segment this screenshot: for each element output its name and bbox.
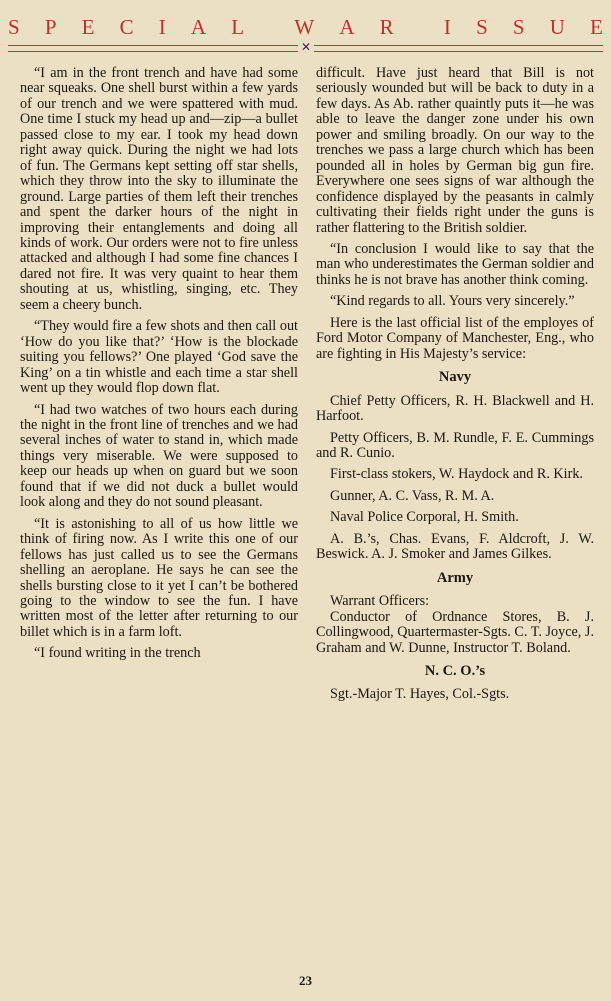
employee-list-intro: Here is the last official list of the employes of Ford Motor Company of Manchester, Eng., who are fighting in His Majesty’s service:: [316, 314, 594, 362]
header-letter: I: [158, 14, 166, 39]
header-ornament-icon: ✕: [298, 40, 314, 54]
army-heading: Army: [436, 569, 474, 586]
letter-regards: “Kind regards to all. Yours very sincerely.”: [330, 293, 575, 310]
letter-continuation: difficult. Have just heard that Bill is not seriously wounded but will be back to duty in a few days. As Ab. rather quaintly puts it—he was able to leave the danger zone under his own power and smiling broadly. On our way to the trenches we pass a large church which has been pounded all in holes by German big gun fire. Everywhere one sees signs of war although the confidence displayed by the peasants in calmly cultivating their fields right under the guns is rather flattering to the British soldier.: [316, 65, 594, 236]
nco-heading: N. C. O.’s: [424, 662, 486, 679]
navy-entry: Gunner, A. C. Vass, R. M. A.: [330, 487, 495, 504]
left-column: [20, 66, 298, 966]
header-letter: A: [339, 14, 355, 39]
navy-entry: Petty Officers, B. M. Rundle, F. E. Cummings and R. Cunio.: [316, 429, 594, 461]
navy-entry: A. B.’s, Chas. Evans, F. Aldcroft, J. W. Beswick. A. J. Smoker and James Gilkes.: [316, 530, 594, 563]
issue-header-title: [8, 14, 603, 40]
letter-paragraph: “It is astonishing to all of us how little we think of firing now. As I write this one of our fellows has just called us to see the Germans shelling an aeroplane. He says he can see the shells bursting close to it yet I can’t be bothered going to the window to see the fun. I have written most of the letter after returning to our billet which is in a farm loft.: [20, 515, 298, 640]
header-letter: S: [476, 14, 488, 39]
letter-paragraph: “I am in the front trench and have had some near squeaks. One shell burst within a few yards of our trench and we were spattered with mud. One time I stuck my head up and—zip—a bullet passed close to my ear. I took my head down right away quick. During the night we had lots of fun. The Germans kept setting off star shells, which they throw into the sky to illuminate the ground. Large parties of them left their trenches and spent the darker hours of the night in improving their entanglements and doing all kinds of work. Our orders were not to fire unless attacked and although I had some fine chances I dared not fire. It was very quaint to hear them shouting at us, whistling, singing, etc. They seem a cheery bunch.: [20, 65, 298, 313]
letter-paragraph: “I found writing in the trench: [34, 645, 201, 662]
header-letter: C: [119, 14, 134, 39]
army-warrant-label: Warrant Officers:: [330, 593, 430, 610]
right-column: [316, 66, 594, 966]
header-letter: S: [8, 14, 20, 39]
navy-entry: First-class stokers, W. Haydock and R. Kirk.: [330, 466, 583, 483]
nco-text: Sgt.-Major T. Hayes, Col.-Sgts.: [330, 686, 510, 703]
letter-conclusion: “In conclusion I would like to say that the man who underestimates the German soldier and thinks he is not brave has another think coming.: [316, 240, 594, 288]
header-letter: P: [44, 14, 57, 39]
header-letter: A: [190, 14, 207, 39]
army-warrant-text: Conductor of Ordnance Stores, B. J. Collingwood, Quartermaster-Sgts. C. T. Joyce, J. Graham and W. Dunne, Instructor T. Boland.: [316, 608, 594, 656]
letter-paragraph: “I had two watches of two hours each during the night in the front line of trenches and we had several inches of water to stand in, which made things very miserable. We were supposed to keep our heads up when on guard but we soon found that if we did not duck a bullet would look along and they do not sound pleasant.: [20, 401, 298, 511]
header-letter: U: [549, 14, 565, 39]
header-letter: L: [231, 14, 245, 39]
navy-entry: Chief Petty Officers, R. H. Blackwell and H. Harfoot.: [316, 392, 594, 425]
header-letter: W: [294, 14, 315, 39]
letter-paragraph: “They would fire a few shots and then call out ‘How do you like that?’ ‘How is the blockade suiting you fellows?’ One played ‘God save the King’ on a tin whistle and each time a star shell went up they would flop down flat.: [20, 318, 298, 397]
header-letter: S: [512, 14, 525, 39]
header-letter: E: [590, 14, 603, 39]
header-letter: E: [81, 14, 95, 39]
header-letter: I: [443, 14, 451, 39]
navy-entry: Naval Police Corporal, H. Smith.: [330, 509, 519, 526]
page-number: 23: [299, 973, 312, 988]
navy-heading: Navy: [438, 369, 472, 386]
header-letter: R: [379, 14, 394, 39]
